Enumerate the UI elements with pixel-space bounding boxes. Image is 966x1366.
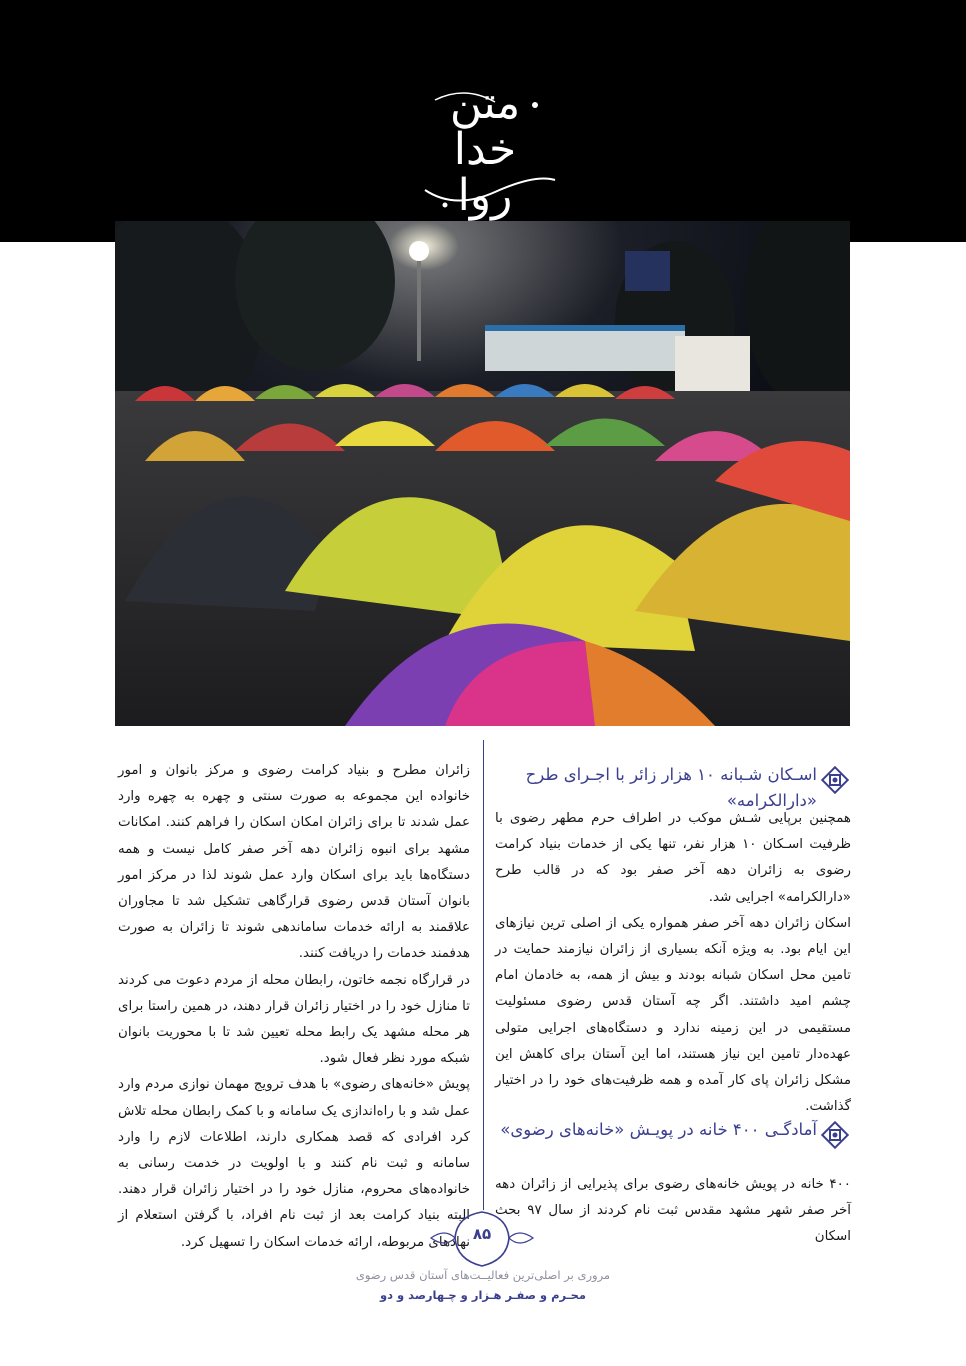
footer-issue: محـرم و صفـر هـزار و چـهارصد و دو <box>379 1288 587 1302</box>
tent-camp-photo <box>115 221 850 726</box>
ornament-icon <box>818 1118 852 1152</box>
column-divider <box>483 740 484 1210</box>
footer-caption: مروری بر اصلی‌ترین فعالیــت‌های آستان قدس رضوی <box>355 1268 611 1282</box>
logo-line-2: خدا <box>453 124 517 175</box>
right-paragraph-1: همچنین برپایی شـش موکب در اطراف حرم مطهر رضوی با ظرفیت اسـکان ۱۰ هزار نفر، تنها یکی از خدمات بنیاد کرامت رضوی به زائران دهه آخر صفر بود که در قالب طرح «دارالکرامه» اجرایی شد. <box>495 811 851 905</box>
section-heading-2: آمادگـی ۴۰۰ خانه در پویـش «خانه‌های رضوی» <box>500 1120 817 1139</box>
left-paragraph-1: زائران مطرح و بنیاد کرامت رضوی و مرکز بانوان و امور خانواده این مجموعه به صورت سنتی و چهره به چهره وارد عمل شدند تا برای زائران امکان اسکان را فراهم کنند. امکانات مشهد برای انبوه زائران دهه آخر صفر کامل نیست و همه دستگاه‌ها باید برای اسکان وارد عمل شوند لذا در مرکز امور بانوان آستان قدس رضوی قرارگاهی تشکیل شد تا مجاوران علاقمند به ارائه خدمات ساماندهی شوند تا زائران به صورت هدفمند خدمات را دریافت کنند. <box>118 763 470 962</box>
right-paragraph-3: ۴۰۰ خانه در پویش خانه‌های رضوی برای پذیرایی از زائران دهه آخر صفر شهر مشهد مقدس ثبت نام کردند از سال ۹۷ بحث اسکان <box>495 1177 851 1244</box>
section-heading-1: اسـکان شـبانه ۱۰ هزار زائر با اجـرای طرح «دارالکرامه» <box>525 765 817 810</box>
left-column <box>118 758 470 1256</box>
magazine-logo <box>405 80 565 220</box>
tent-camp-illustration <box>115 221 850 726</box>
right-column <box>495 806 851 1120</box>
right-paragraph-2: اسکان زائران دهه آخر صفر همواره یکی از اصلی ترین نیازهای این ایام بود. به ویژه آنکه بسیاری از زائران نیازمند حمایت در تامین محل اسکان شبانه بودند و بیش از همه، به خادمان امام چشم امید داشتند. اگر چه آستان قدس رضوی مسئولیت مستقیمی در این زمینه ندارد و دستگاه‌های اجرایی متولی عهده‌دار تامین این نیاز هستند، اما این آستان برای کاهش این مشکل زائران پای کار آمده و همه ظرفیت‌های خود را در اختیار گذاشت. <box>495 915 851 1115</box>
header-band <box>0 0 966 242</box>
left-paragraph-3: پویش «خانه‌های رضوی» با هدف ترویج مهمان نوازی مردم وارد عمل شد و با راه‌اندازی یک سامانه و با کمک رابطان محله تلاش کرد افرادی که قصد همکاری دارند، اطلاعات لازم را وارد سامانه و ثبت نام کنند و با اولویت در خدمت رسانی به خانواده‌های محروم، منازل خود را در اختیار زائران قرار دهند. البته بنیاد کرامت بعد از ثبت نام افراد، با گرفتن استعلام از نهادهای مربوطه، ارائه خدمات اسکان را تسهیل کرد. <box>118 1077 470 1250</box>
logo-line-3: روا <box>457 170 513 221</box>
page-number: ۸۵ <box>472 1225 492 1243</box>
ornament-icon <box>818 763 852 797</box>
left-paragraph-2: در قرارگاه نجمه خاتون، رابطان محله از مردم دعوت می کردند تا منازل خود را در اختیار زائران قرار دهند، در همین راستا برای هر محله مشهد یک رابط محله تعیین شد تا با محوریت بانوان شبکه مورد نظر فعال شود. <box>118 972 470 1067</box>
logo-line-1: متن <box>449 78 521 129</box>
page-number-badge <box>427 1208 537 1270</box>
